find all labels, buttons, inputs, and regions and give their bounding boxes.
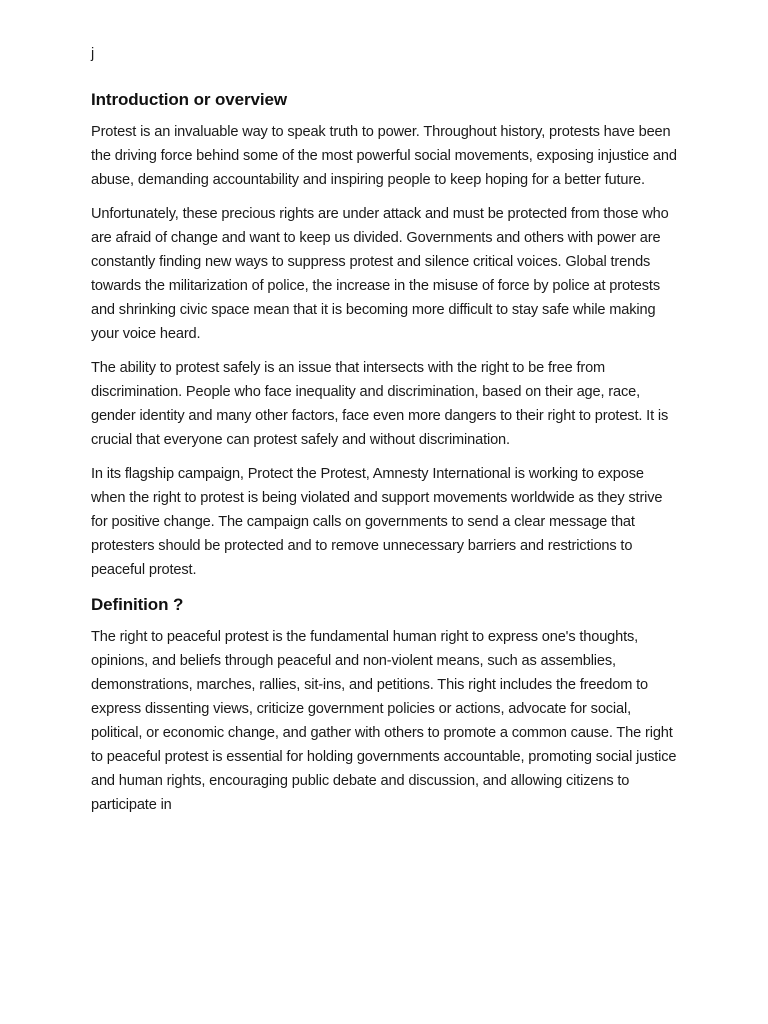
stray-character: j [91, 46, 95, 62]
intro-paragraph-2: Unfortunately, these precious rights are under attack and must be protected from those who are afraid of change and want to keep us divided. Governments and others with power are constantly finding new ways to suppress protest and silence critical voices. Global trends towards the militarization of police, the increase in the misuse of force by police at protests and shrinking civic space mean that it is becoming more difficult to stay safe while making your voice heard. [91, 206, 669, 342]
section-heading-introduction: Introduction or overview [91, 90, 287, 109]
definition-paragraph-1: The right to peaceful protest is the fundamental human right to express one's thoughts, opinions, and beliefs through peaceful and non-violent means, such as assemblies, demonstrations, marches, rallies, sit-ins, and petitions. This right includes the freedom to express dissenting views, criticize government policies or actions, advocate for social, political, or economic change, and gather with others to promote a common cause. The right to peaceful protest is essential for holding governments accountable, promoting social justice and human rights, encouraging public debate and discussion, and allowing citizens to participate in [91, 629, 677, 813]
intro-paragraph-4: In its flagship campaign, Protect the Protest, Amnesty International is working to expose when the right to protest is being violated and support movements worldwide as they strive for positive change. The campaign calls on governments to send a clear message that protesters should be protected and to remove unnecessary barriers and restrictions to peaceful protest. [91, 466, 663, 578]
intro-paragraph-1: Protest is an invaluable way to speak truth to power. Throughout history, protests have been the driving force behind some of the most powerful social movements, exposing injustice and abuse, demanding accountability and inspiring people to keep hoping for a better future. [91, 124, 677, 188]
document-body [91, 44, 681, 827]
intro-paragraph-3: The ability to protest safely is an issue that intersects with the right to be free from discrimination. People who face inequality and discrimination, based on their age, race, gender identity and many other factors, face even more dangers to their right to protest. It is crucial that everyone can protest safely and without discrimination. [91, 360, 669, 448]
section-heading-definition: Definition ? [91, 595, 184, 614]
